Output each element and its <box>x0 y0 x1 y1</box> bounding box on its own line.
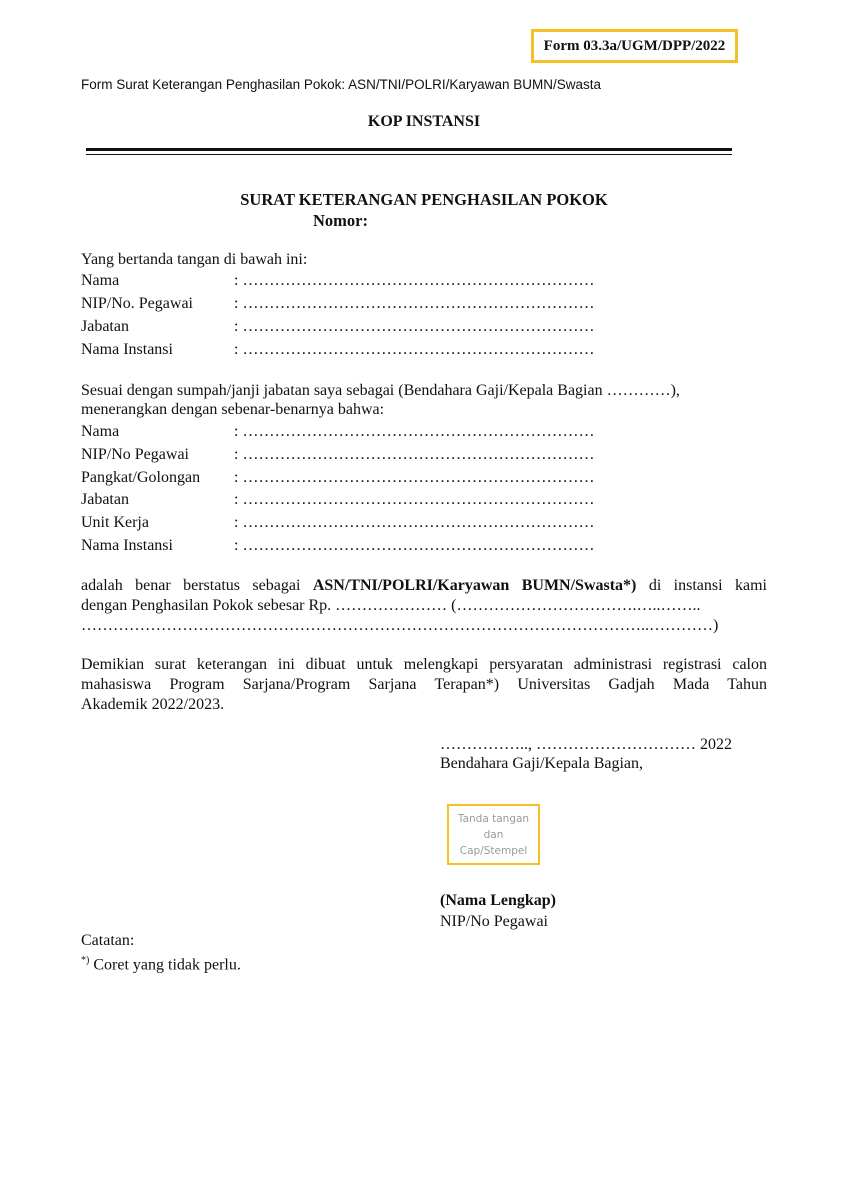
notes-item <box>81 950 241 976</box>
status-categories: ASN/TNI/POLRI/Karyawan BUMN/Swasta*) <box>312 577 637 594</box>
signature-name: (Nama Lengkap) <box>440 892 557 909</box>
status-line-2: dengan Penghasilan Pokok sebesar Rp. ………………… (…………………………….…..…….. <box>81 597 701 614</box>
field-value: : ………………………………………………………… <box>234 295 595 312</box>
employee-field-unit <box>81 514 594 532</box>
form-subtitle: Form Surat Keterangan Penghasilan Pokok: ASN/TNI/POLRI/Karyawan BUMN/Swasta <box>81 77 601 92</box>
stamp-text-line-3: Cap/Stempel <box>459 844 528 857</box>
field-label: Nama <box>81 272 120 289</box>
employee-field-instansi <box>81 537 594 555</box>
letterhead-placeholder: KOP INSTANSI <box>367 113 481 130</box>
stamp-text-line-1: Tanda tangan <box>457 812 530 825</box>
notes-text: Coret yang tidak perlu. <box>89 956 241 974</box>
status-line-3: ……………………………………………………………………………………………..…………) <box>81 617 719 634</box>
field-label: Jabatan <box>81 318 129 335</box>
closing-line-2: mahasiswa Program Sarjana/Program Sarjana Terapan*) Universitas Gadjah Mada Tahun <box>81 676 767 693</box>
letterhead-rule-thin <box>86 154 732 155</box>
closing-line-3: Akademik 2022/2023. <box>81 696 225 713</box>
field-value: : ………………………………………………………… <box>234 272 595 289</box>
field-label: Jabatan <box>81 491 129 508</box>
field-label: Nama Instansi <box>81 537 173 554</box>
field-label: Pangkat/Golongan <box>81 469 201 486</box>
field-value: : ………………………………………………………… <box>234 446 595 463</box>
form-code-text: Form 03.3a/UGM/DPP/2022 <box>543 37 726 54</box>
field-value: : ………………………………………………………… <box>234 514 595 531</box>
form-code-badge <box>531 29 738 63</box>
document-number-label: Nomor: <box>313 211 368 230</box>
signer-field-instansi <box>81 341 594 359</box>
stamp-text-line-2: dan <box>483 828 504 841</box>
employee-field-nip <box>81 446 594 464</box>
signature-role: Bendahara Gaji/Kepala Bagian, <box>440 755 644 772</box>
status-suffix: di instansi kami <box>636 577 767 594</box>
employee-field-pangkat <box>81 469 594 487</box>
employee-field-nama <box>81 423 594 441</box>
statement-line-2: menerangkan dengan sebenar-benarnya bahwa: <box>81 401 385 418</box>
field-value: : ………………………………………………………… <box>234 491 595 508</box>
signer-field-nip <box>81 295 594 313</box>
field-label: Nama Instansi <box>81 341 173 358</box>
employee-field-jabatan <box>81 491 594 509</box>
status-prefix: adalah benar berstatus sebagai <box>81 577 313 594</box>
signature-nip: NIP/No Pegawai <box>440 913 548 930</box>
field-label: NIP/No. Pegawai <box>81 295 193 312</box>
signature-date-line: …………….., ………………………… 2022 <box>440 736 732 753</box>
field-value: : ………………………………………………………… <box>234 469 595 486</box>
status-paragraph <box>81 576 767 636</box>
field-label: NIP/No Pegawai <box>81 446 189 463</box>
notes-heading: Catatan: <box>81 932 135 949</box>
field-value: : ………………………………………………………… <box>234 537 595 554</box>
letterhead-rule-thick <box>86 148 732 151</box>
footnote-mark: *) <box>81 955 90 966</box>
status-line-1 <box>81 576 767 596</box>
signer-field-nama <box>81 272 594 290</box>
closing-paragraph <box>81 655 767 715</box>
field-label: Nama <box>81 423 120 440</box>
signer-intro: Yang bertanda tangan di bawah ini: <box>81 251 308 268</box>
statement-line-1: Sesuai dengan sumpah/janji jabatan saya sebagai (Bendahara Gaji/Kepala Bagian …………), <box>81 382 680 399</box>
field-label: Unit Kerja <box>81 514 149 531</box>
signer-field-jabatan <box>81 318 594 336</box>
field-value: : ………………………………………………………… <box>234 423 595 440</box>
field-value: : ………………………………………………………… <box>234 341 595 358</box>
closing-line-1: Demikian surat keterangan ini dibuat untuk melengkapi persyaratan administrasi registrasi calon <box>81 656 767 673</box>
signature-stamp-placeholder <box>447 804 540 865</box>
document-title: SURAT KETERANGAN PENGHASILAN POKOK <box>240 190 608 209</box>
field-value: : ………………………………………………………… <box>234 318 595 335</box>
